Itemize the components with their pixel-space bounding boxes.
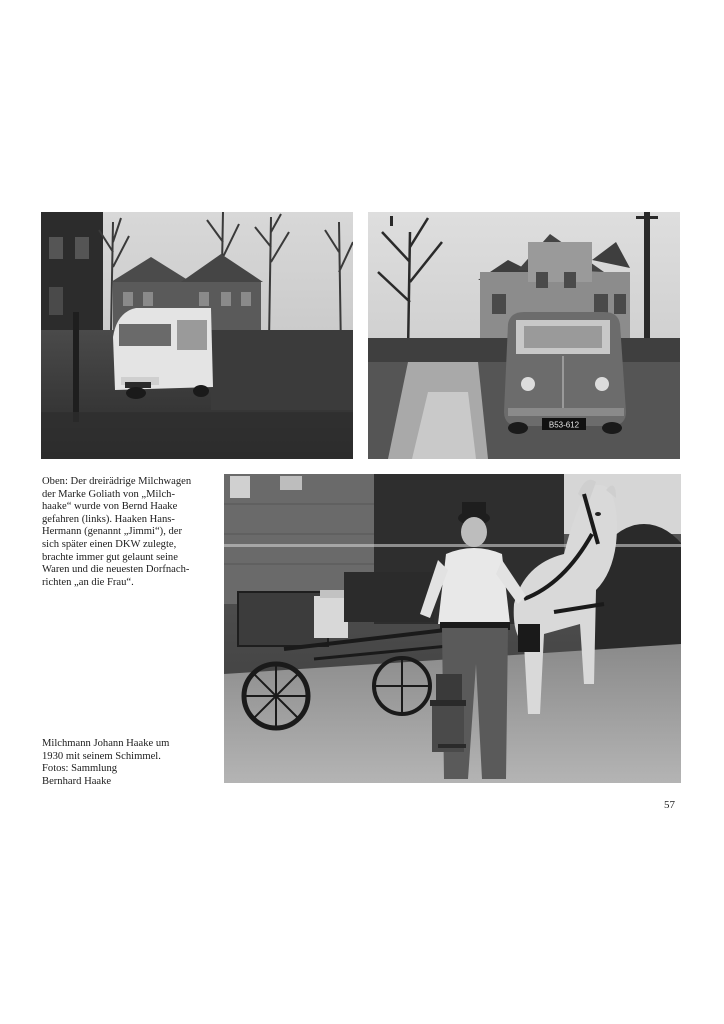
dkw-license-plate: B53-612 bbox=[548, 420, 580, 430]
photo-milkman-horse-cart bbox=[224, 474, 681, 783]
page-number: 57 bbox=[664, 799, 675, 811]
caption-top-photos: Oben: Der dreirädrige Milchwagen der Marke Goliath von „Milch- haake“ wurde von Bernd Haake gefahren (links). Haaken Hans- Hermann (genannt „Jimmi“), der sich später einen DKW zulegte, brachte immer gut gelaunt seine Waren und die neuesten Dorfnach- richten „an die Frau“. bbox=[42, 476, 192, 588]
goliath-photo-illustration bbox=[41, 212, 353, 459]
caption-milkman-photo: Milchmann Johann Haake um 1930 mit seinem Schimmel. Fotos: Sammlung Bernhard Haake bbox=[42, 738, 170, 787]
dkw-photo-illustration bbox=[368, 212, 680, 459]
photo-dkw-van bbox=[368, 212, 680, 459]
milkman-photo-illustration bbox=[224, 474, 681, 783]
photo-goliath-milk-van bbox=[41, 212, 353, 459]
